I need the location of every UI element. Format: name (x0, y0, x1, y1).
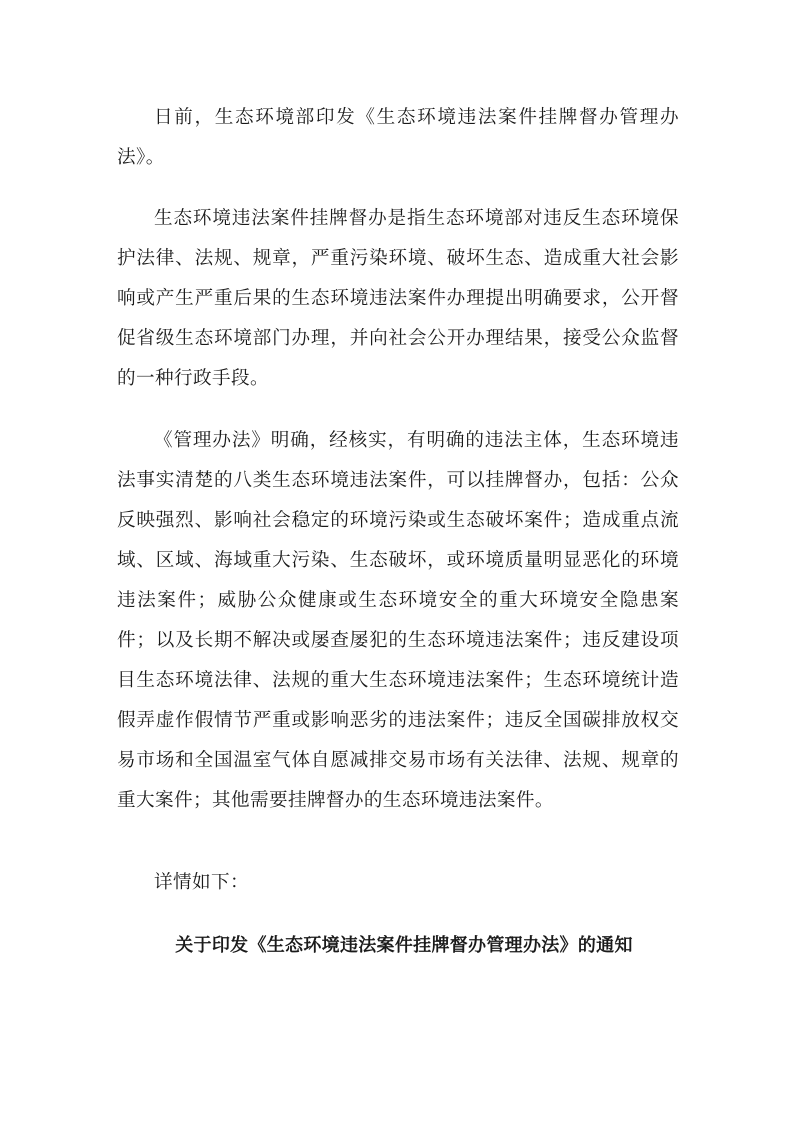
notice-title: 关于印发《生态环境违法案件挂牌督办管理办法》的通知 (175, 935, 633, 956)
document-body (117, 98, 679, 966)
paragraph-case-categories: 《管理办法》明确，经核实，有明确的违法主体，生态环境违法事实清楚的八类生态环境违法案件，可以挂牌督办，包括：公众反映强烈、影响社会稳定的环境污染或生态破坏案件；造成重点流域、区域、海域重大污染、生态破坏，或环境质量明显恶化的环境违法案件；威胁公众健康或生态环境安全的重大环境安全隐患案件；以及长期不解决或屡查屡犯的生态环境违法案件；违反建设项目生态环境法律、法规的重大生态环境违法案件；生态环境统计造假弄虚作假情节严重或影响恶劣的违法案件；违反全国碳排放权交易市场和全国温室气体自愿减排交易市场有关法律、法规、规章的重大案件；其他需要挂牌督办的生态环境违法案件。 (117, 430, 679, 811)
paragraph-definition: 生态环境违法案件挂牌督办是指生态环境部对违反生态环境保护法律、法规、规章，严重污染环境、破坏生态、造成重大社会影响或产生严重后果的生态环境违法案件办理提出明确要求，公开督促省级生态环境部门办理，并向社会公开办理结果，接受公众监督的一种行政手段。 (117, 208, 679, 389)
paragraph-details-intro: 详情如下： (154, 872, 249, 893)
paragraph-intro: 日前，生态环境部印发《生态环境违法案件挂牌督办管理办法》。 (117, 107, 679, 168)
